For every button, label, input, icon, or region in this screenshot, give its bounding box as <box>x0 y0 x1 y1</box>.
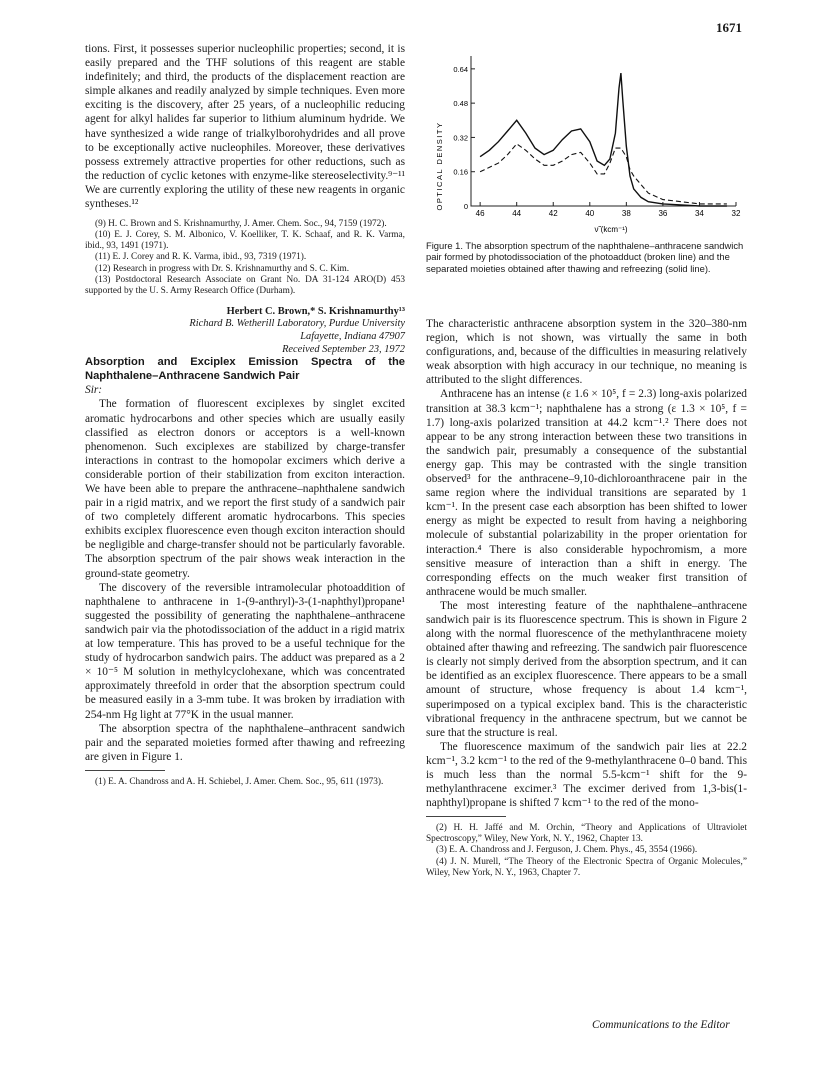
series-line-dashed <box>480 144 727 204</box>
axis-frame <box>471 56 736 206</box>
x-tick-label: 42 <box>548 209 558 218</box>
paragraph-3: The absorption spectra of the naphthalene–anthracent sandwich pair and the separated moieties formed after thawing and refreezing are given in Figure 1. <box>85 722 405 763</box>
y-tick-label: 0.64 <box>453 64 468 74</box>
x-tick-label: 44 <box>512 209 522 218</box>
y-tick-label: 0.32 <box>453 133 468 143</box>
y-axis-label: OPTICAL DENSITY <box>435 121 444 211</box>
figure-caption: Figure 1. The absorption spectrum of the naphthalene–anthracene sandwich pair formed by photodissociation of the photoadduct (broken line) and the separated moieties obtained after thawing and refreezing (solid line). <box>426 240 744 274</box>
authors: Herbert C. Brown,* S. Krishnamurthy¹³ <box>226 305 405 317</box>
x-tick-label: 32 <box>731 209 741 218</box>
absorption-spectrum-chart <box>426 46 748 236</box>
paragraph-4: The characteristic anthracene absorption system in the 320–380-nm region, which is not shown, was virtually the same in both configurations, and, because of the difficulties in measuring relatively weak absorption with high accuracy in our technique, no meaning is attributed to the slight differences. <box>426 318 747 387</box>
reference-10: (10) E. J. Corey, S. M. Albonico, V. Koelliker, T. K. Schaaf, and R. K. Varma, ibid., 93, 1491 (1971). <box>85 230 405 252</box>
footnote-2: (2) H. H. Jaffé and M. Orchin, “Theory and Applications of Ultraviolet Spectroscopy,” Wiley, New York, N. Y., 1962, Chapter 13. <box>426 823 747 845</box>
left-column <box>85 42 405 788</box>
series-line-solid <box>480 73 727 206</box>
paragraph-5: Anthracene has an intense (ε 1.6 × 10⁵, f = 2.3) long-axis polarized transition at 38.3 kcm⁻¹; naphthalene has a strong (ε 1.3 × 10⁵, f = 1.7) long-axis polarized transition at 44.2 kcm⁻¹.² There does not appear to be any strong interaction between these two transitions in the sandwich pair, presumably a consequence of the substantial energy gap. This may be contrasted with the single transition observed³ for the anthracene–9,10-dichloroanthracene pair in the same region where the individual transitions are separated by 1 kcm⁻¹. In the present case each absorption has been shifted to lower energy as might be expected to result from having a neighboring molecule of substantial polarizability in the proper orientation for interaction.⁴ There is also considerable hypochromism, a more sensitive measure of interaction than a shift in energy. The corresponding effects on the much weaker first transition of anthracene would be much smaller. <box>426 388 747 598</box>
paragraph-7: The fluorescence maximum of the sandwich pair lies at 22.2 kcm⁻¹, 3.2 kcm⁻¹ to the red of the 9-methylanthracene 0–0 band. This is much less than the normal 5.5-kcm⁻¹ shift for the 9-methylanthracene excimer.³ The excimer derived from 1,3-bis(1-naphthyl)propane is shifted 7 kcm⁻¹ to the red of the mono- <box>426 740 747 810</box>
x-tick-label: 34 <box>694 209 704 218</box>
y-tick-label: 0.16 <box>453 167 468 177</box>
reference-12: (12) Research in progress with Dr. S. Krishnamurthy and S. C. Kim. <box>95 263 350 274</box>
y-tick-label: 0.48 <box>453 99 468 109</box>
footnote-4: (4) J. N. Murell, “The Theory of the Electronic Spectra of Organic Molecules,” Wiley, New York, N. Y., 1963, Chapter 7. <box>426 856 747 878</box>
salutation: Sir: <box>85 384 103 397</box>
references-9-13 <box>85 219 405 297</box>
y-tick-label: 0 <box>463 202 468 211</box>
x-tick-label: 40 <box>585 209 595 218</box>
x-tick-label: 46 <box>475 209 485 218</box>
reference-9: (9) H. C. Brown and S. Krishnamurthy, J. Amer. Chem. Soc., 94, 7159 (1972). <box>95 219 387 230</box>
reference-11: (11) E. J. Corey and R. K. Varma, ibid., 93, 7319 (1971). <box>95 252 307 263</box>
reference-13: (13) Postdoctoral Research Associate on Grant No. DA 31-124 ARO(D) 453 supported by the U. S. Army Research Office (Durham). <box>85 274 405 296</box>
x-tick-label: 36 <box>658 209 668 218</box>
footnote-rule <box>85 770 165 771</box>
signature-block <box>85 306 405 356</box>
received-date: Received September 23, 1972 <box>282 343 405 355</box>
figure-1 <box>426 46 748 236</box>
page-number: 1671 <box>716 20 742 35</box>
footnote-rule-right <box>426 816 506 817</box>
x-tick-label: 38 <box>621 209 631 218</box>
laboratory: Richard B. Wetherill Laboratory, Purdue University <box>189 318 405 330</box>
journal-section-footer: Communications to the Editor <box>592 1019 730 1031</box>
city: Lafayette, Indiana 47907 <box>300 330 405 342</box>
footnote-3: (3) E. A. Chandross and J. Ferguson, J. Chem. Phys., 45, 3554 (1966). <box>436 845 698 856</box>
paragraph-2: The discovery of the reversible intramolecular photoaddition of naphthalene to anthracene in 1-(9-anthryl)-3-(1-naphthyl)propane¹ suggested the possibility of generating the naphthalene–anthracene sandwich pair via the photodissociation of the adduct in a rigid matrix at low temperature. This has proved to be a useful technique for the study of hydrocarbon sandwich pairs. The adduct was prepared as a 2 × 10⁻⁵ M solution in methylcyclohexane, which was concentrated approximately threefold in order that the absorption spectrum could be measured easily in a 3-mm tube. It was broken by irradiation with 254-nm Hg light at 77°K in the usual manner. <box>85 581 405 721</box>
x-axis-label: ν̃ (kcm⁻¹) <box>594 225 628 234</box>
footnote-1: (1) E. A. Chandross and A. H. Schiebel, J. Amer. Chem. Soc., 95, 611 (1973). <box>95 776 384 787</box>
article-title: Absorption and Exciplex Emission Spectra of the Naphthalene–Anthracene Sandwich Pair <box>85 356 405 382</box>
right-column <box>426 317 747 879</box>
paragraph-1: The formation of fluorescent exciplexes by singlet excited aromatic hydrocarbons and other species which are usually easily classified as electron donors or acceptors is a well-known phenomenon. Such exciplexes are stabilized by charge-transfer interactions in contrast to the homopolar excimers which derive a considerable portion of their stabilization from exciton interaction. We have been able to prepare the anthracene–naphthalene sandwich pair in a rigid matrix, and we report the first study of a sandwich pair of two completely different aromatic hydrocarbons. This species exhibits exciplex fluorescence even though exciton interaction should be negligible and charge-transfer should not be particularly favorable. The absorption spectrum of the pair shows weak interaction in the ground-state geometry. <box>85 398 405 580</box>
continued-paragraph: tions. First, it possesses superior nucleophilic properties; second, it is easily prepared and the THF solutions of this reagent are stable indefinitely; and third, the products of the displacement reaction are simple alkanes and readily analyzed by simple techniques. Even more exciting is the discovery, after 25 years, of a nucleophilic reducing agent for alkyl halides far superior to lithium aluminum hydride. We have synthesized a wide range of trialkylborohydrides and all prove to be exceptionally active nucleophiles. Moreover, these derivatives possess extremely attractive properties for other reductions, such as the reduction of cyclic ketones with enzyme-like stereoselectivity.⁹⁻¹¹ We are currently exploring the utility of these new reagents in organic syntheses.¹² <box>85 43 405 211</box>
paragraph-6: The most interesting feature of the naphthalene–anthracene sandwich pair is its fluorescence spectrum. This is shown in Figure 2 along with the normal fluorescence of the methylanthracene moiety obtained after thawing and refreezing. The sandwich pair fluorescence is clearly not simply derived from the absorption spectrum, and it can be identified as an exciplex fluorescence. There appears to be a small amount of structure, whose frequency is about 1.4 kcm⁻¹, superimposed on a typical exciplex band. This is the characteristic vibrational frequency in the anthracene spectrum, but we cannot be sure that the structure is real. <box>426 599 747 739</box>
